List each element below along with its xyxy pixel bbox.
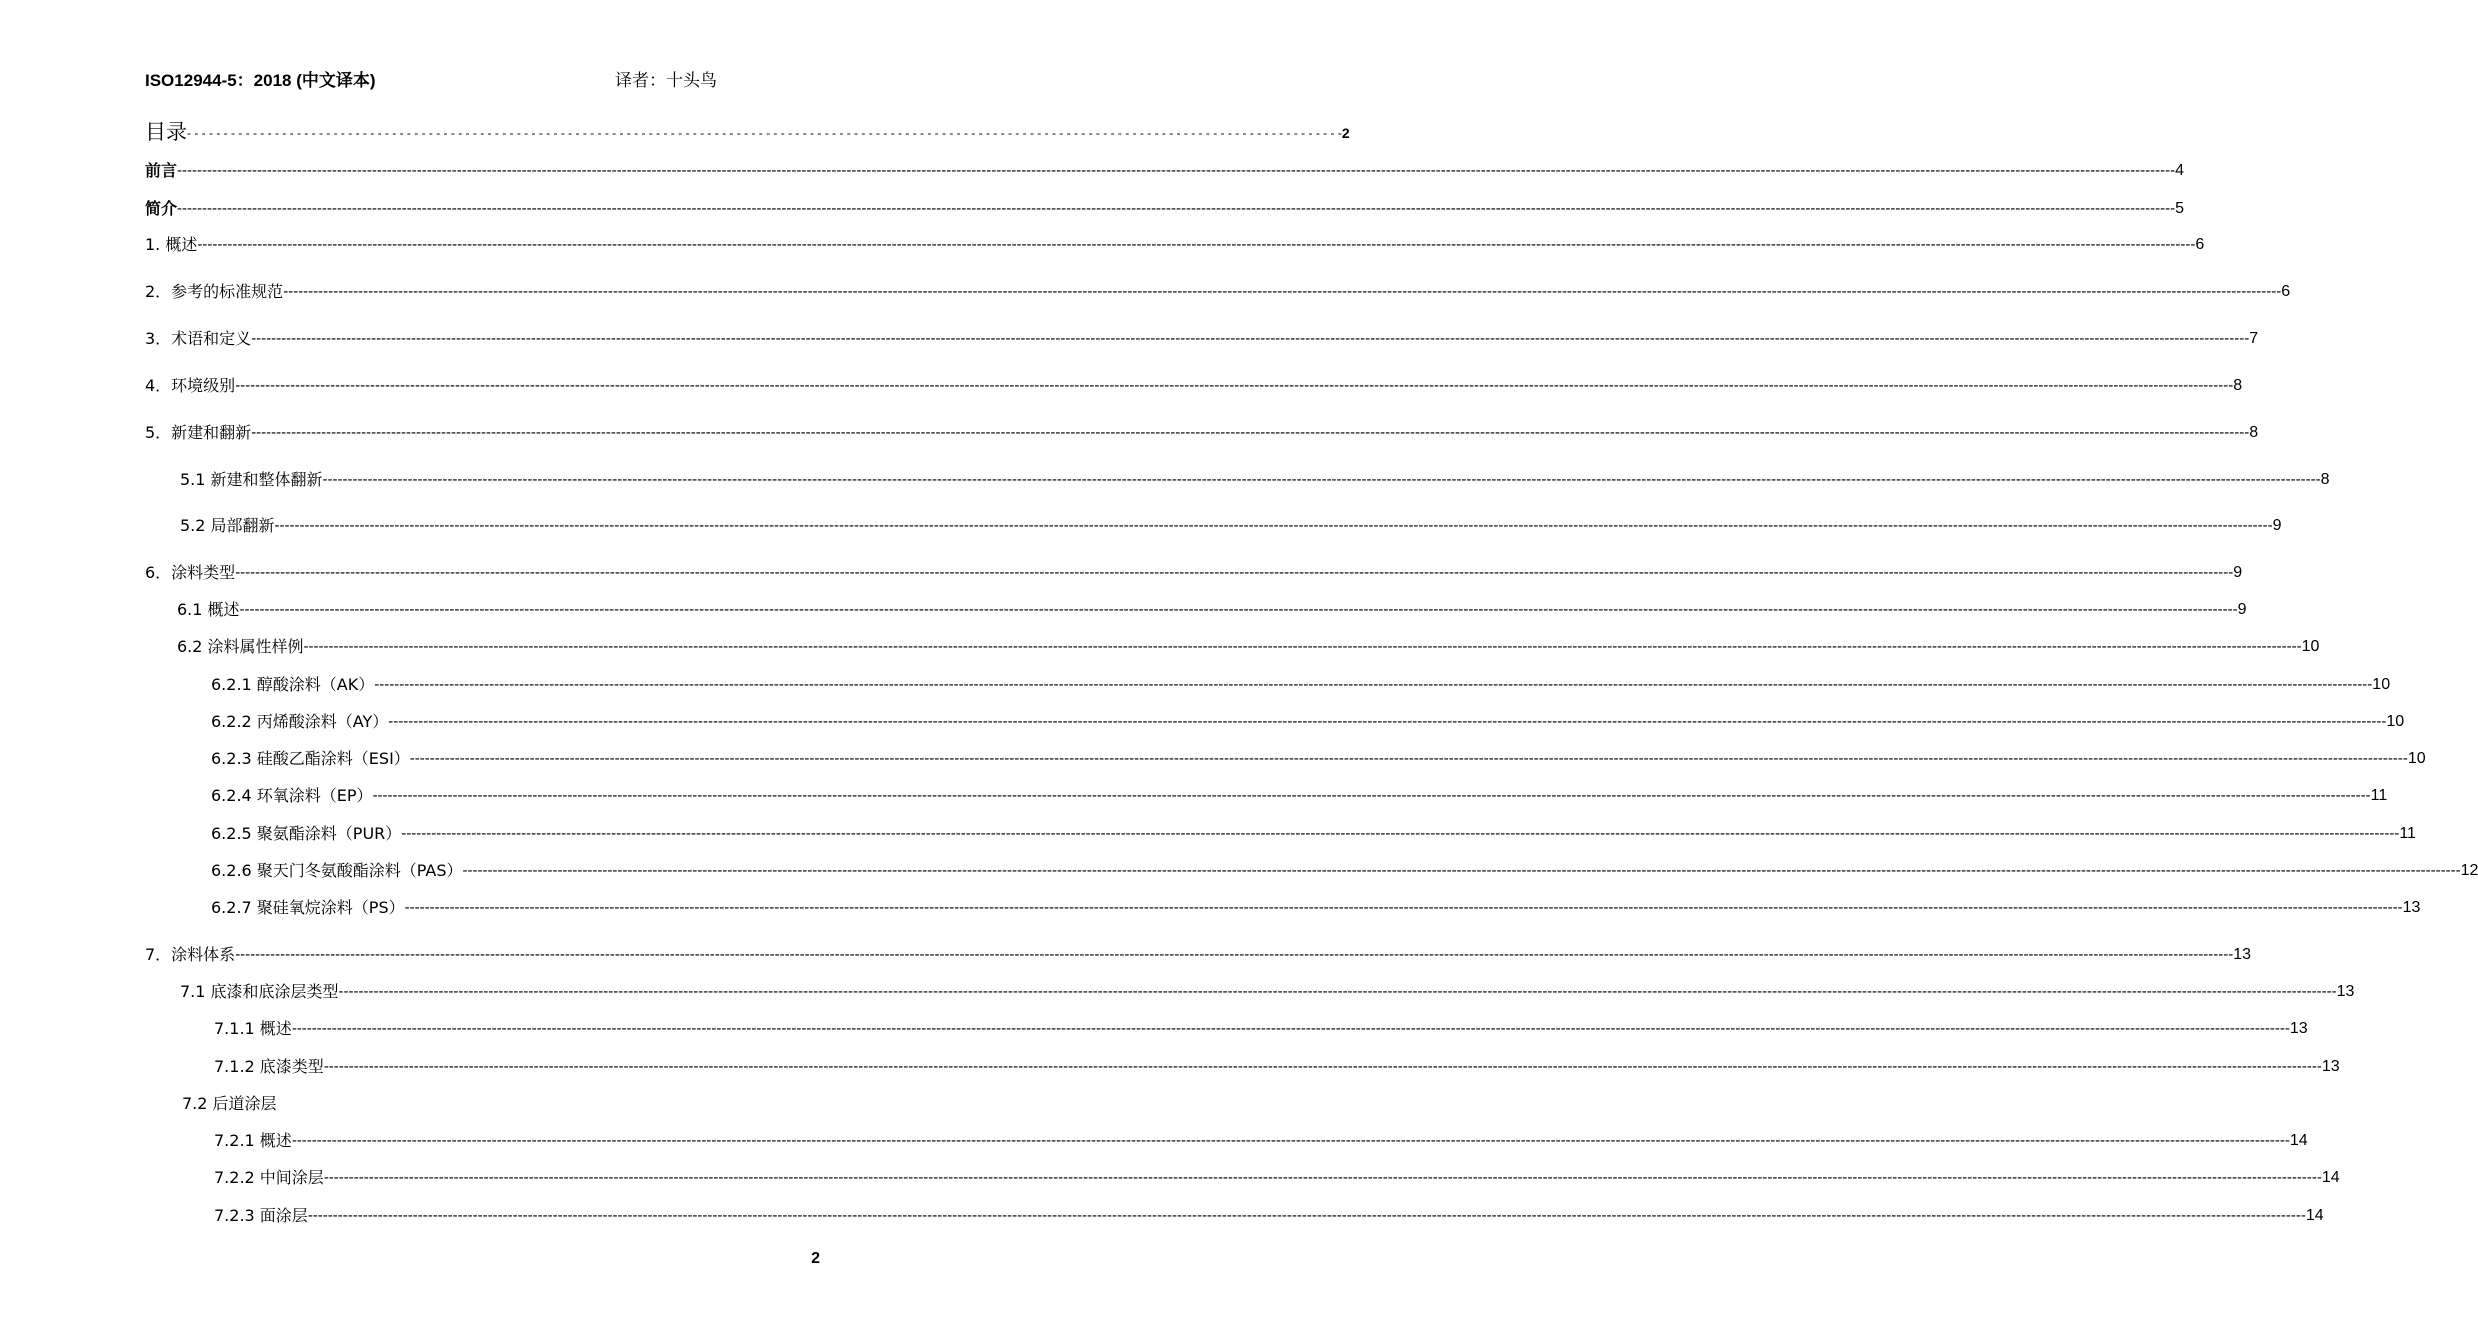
toc-leader: ---------------------------------------------------------------------------------------------------------------------------------------------------------------------------------------------------------------------------------------------------------------------------------------------------------------------------------------------------------------------------------------------------------------- [251, 330, 2250, 347]
page-number: 2 [811, 1250, 820, 1267]
toc-entry-label: 7.2.2 中间涂层 [214, 1168, 324, 1187]
toc-title: 目录 [145, 120, 187, 144]
toc-entry-label: 6.2.1 醇酸涂料（AK） [211, 675, 375, 694]
toc-leader: ---------------------------------------------------------------------------------------------------------------------------------------------------------------------------------------------------------------------------------------------------------------------------------------------------------------------------------------------------------------------------------------------------------------- [401, 825, 2400, 842]
toc-page: 13 [2233, 946, 2252, 963]
toc-page: 13 [2402, 899, 2421, 916]
toc-entry[interactable] [214, 1128, 2308, 1154]
toc-entry[interactable] [211, 783, 2388, 809]
toc-entry-label: 简介 [145, 199, 178, 218]
toc-page: 14 [2289, 1132, 2308, 1149]
toc-page: 14 [2321, 1169, 2340, 1186]
toc-leader: - - - - - - - - - - - - - - - - - - - - - - - - - - - - - - - - - - - - - - - - - - - - - - - - - - - - - - - - - - - - - - - - - - - - - - - - - - - - - - - - - - - - - - - - - - - - - - - - - - - - - - - - - - - - - - - - - - - - - - - - - - - - - - - - - - - - - - - - - - - - - - - - - - - - - - - - - - - - - - [187, 126, 1342, 140]
document-title: ISO12944-5：2018 (中文译本) [145, 71, 376, 90]
toc-entry-label: 6.1 概述 [177, 600, 240, 619]
toc-page: 8 [2320, 471, 2330, 488]
toc-entry-label: 7.1 底漆和底涂层类型 [180, 982, 339, 1001]
toc-leader: ---------------------------------------------------------------------------------------------------------------------------------------------------------------------------------------------------------------------------------------------------------------------------------------------------------------------------------------------------------------------------------------------------------------- [239, 601, 2238, 618]
toc-page: 12 [2460, 862, 2478, 879]
toc-entry[interactable] [145, 373, 2243, 399]
toc-entry-label: 7.2.3 面涂层 [214, 1206, 308, 1225]
toc-entry[interactable] [180, 979, 2355, 1005]
toc-entry-label: 7.1.2 底漆类型 [214, 1057, 324, 1076]
toc-leader: ---------------------------------------------------------------------------------------------------------------------------------------------------------------------------------------------------------------------------------------------------------------------------------------------------------------------------------------------------------------------------------------------------------------- [177, 162, 2176, 179]
toc-entry[interactable] [177, 597, 2247, 623]
toc-entry-label: 6.2.5 聚氨酯涂料（PUR） [211, 824, 402, 843]
toc-leader: ---------------------------------------------------------------------------------------------------------------------------------------------------------------------------------------------------------------------------------------------------------------------------------------------------------------------------------------------------------------------------------------------------------------- [307, 1207, 2306, 1224]
toc-entry-label: 5．新建和翻新 [145, 423, 252, 442]
toc-page: 10 [2372, 676, 2391, 693]
toc-entry-label: 6.2 涂料属性样例 [177, 637, 304, 656]
toc-leader: ---------------------------------------------------------------------------------------------------------------------------------------------------------------------------------------------------------------------------------------------------------------------------------------------------------------------------------------------------------------------------------------------------------------- [322, 471, 2321, 488]
toc-entry[interactable] [214, 1203, 2324, 1229]
toc-entry-label: 2．参考的标准规范 [145, 282, 284, 301]
toc-page: 14 [2305, 1207, 2324, 1224]
toc-leader: ---------------------------------------------------------------------------------------------------------------------------------------------------------------------------------------------------------------------------------------------------------------------------------------------------------------------------------------------------------------------------------------------------------------- [177, 200, 2176, 217]
toc-entry-label: 6.2.7 聚硅氧烷涂料（PS） [211, 898, 405, 917]
toc-leader: ---------------------------------------------------------------------------------------------------------------------------------------------------------------------------------------------------------------------------------------------------------------------------------------------------------------------------------------------------------------------------------------------------------------- [404, 899, 2403, 916]
toc-leader: ---------------------------------------------------------------------------------------------------------------------------------------------------------------------------------------------------------------------------------------------------------------------------------------------------------------------------------------------------------------------------------------------------------------- [291, 1132, 2290, 1149]
toc-entry-label: 4．环境级别 [145, 376, 236, 395]
toc-entry[interactable] [145, 420, 2259, 446]
toc-page: 13 [2321, 1058, 2340, 1075]
toc-entry[interactable] [211, 746, 2426, 772]
toc-entry[interactable] [211, 672, 2391, 698]
toc-page: 11 [2370, 787, 2388, 804]
toc-page: 7 [2249, 330, 2259, 347]
toc-leader: ---------------------------------------------------------------------------------------------------------------------------------------------------------------------------------------------------------------------------------------------------------------------------------------------------------------------------------------------------------------------------------------------------------------- [409, 750, 2408, 767]
toc-leader: ---------------------------------------------------------------------------------------------------------------------------------------------------------------------------------------------------------------------------------------------------------------------------------------------------------------------------------------------------------------------------------------------------------------- [251, 424, 2250, 441]
toc-leader: ---------------------------------------------------------------------------------------------------------------------------------------------------------------------------------------------------------------------------------------------------------------------------------------------------------------------------------------------------------------------------------------------------------------- [235, 564, 2234, 581]
toc-entry-label: 5.1 新建和整体翻新 [180, 470, 323, 489]
toc-entry[interactable] [211, 821, 2416, 847]
toc-leader: ---------------------------------------------------------------------------------------------------------------------------------------------------------------------------------------------------------------------------------------------------------------------------------------------------------------------------------------------------------------------------------------------------------------- [303, 638, 2302, 655]
translator-credit: 译者：十头鸟 [615, 71, 717, 91]
toc-entry[interactable] [214, 1016, 2308, 1042]
toc-title-row[interactable] [145, 117, 1350, 147]
toc-leader: ---------------------------------------------------------------------------------------------------------------------------------------------------------------------------------------------------------------------------------------------------------------------------------------------------------------------------------------------------------------------------------------------------------------- [274, 517, 2273, 534]
toc-entry[interactable] [211, 895, 2421, 921]
toc-entry[interactable] [211, 858, 2478, 884]
toc-entry-label: 6.2.4 环氧涂料（EP） [211, 786, 373, 805]
toc-entry-label: 7.2 后道涂层 [182, 1094, 277, 1113]
toc-entry-label: 5.2 局部翻新 [180, 516, 275, 535]
toc-page: 10 [2386, 713, 2405, 730]
toc-leader: ---------------------------------------------------------------------------------------------------------------------------------------------------------------------------------------------------------------------------------------------------------------------------------------------------------------------------------------------------------------------------------------------------------------- [235, 377, 2234, 394]
toc-page: 9 [2233, 564, 2243, 581]
toc-entry-label: 前言 [145, 161, 178, 180]
toc-page: 5 [2175, 200, 2184, 217]
toc-page: 8 [2249, 424, 2259, 441]
toc-entry[interactable] [211, 709, 2405, 735]
toc-entry-label: 1. 概述 [145, 235, 198, 254]
toc-leader: ---------------------------------------------------------------------------------------------------------------------------------------------------------------------------------------------------------------------------------------------------------------------------------------------------------------------------------------------------------------------------------------------------------------- [462, 862, 2461, 879]
toc-leader: ---------------------------------------------------------------------------------------------------------------------------------------------------------------------------------------------------------------------------------------------------------------------------------------------------------------------------------------------------------------------------------------------------------------- [197, 236, 2196, 253]
toc-page: 9 [2272, 517, 2282, 534]
toc-entry[interactable] [145, 942, 2252, 968]
toc-entry[interactable] [145, 196, 2184, 222]
toc-page: 10 [2407, 750, 2426, 767]
toc-entry-label: 7.1.1 概述 [214, 1019, 292, 1038]
toc-leader: ---------------------------------------------------------------------------------------------------------------------------------------------------------------------------------------------------------------------------------------------------------------------------------------------------------------------------------------------------------------------------------------------------------------- [323, 1058, 2322, 1075]
toc-leader: ---------------------------------------------------------------------------------------------------------------------------------------------------------------------------------------------------------------------------------------------------------------------------------------------------------------------------------------------------------------------------------------------------------------- [388, 713, 2387, 730]
toc-entry-label: 3．术语和定义 [145, 329, 252, 348]
toc-page: 10 [2301, 638, 2320, 655]
toc-entry[interactable] [145, 158, 2184, 184]
toc-entry-label: 6．涂料类型 [145, 563, 236, 582]
toc-entry[interactable] [214, 1165, 2340, 1191]
toc-entry[interactable] [145, 232, 2205, 258]
toc-leader: ---------------------------------------------------------------------------------------------------------------------------------------------------------------------------------------------------------------------------------------------------------------------------------------------------------------------------------------------------------------------------------------------------------------- [372, 787, 2371, 804]
toc-leader: ---------------------------------------------------------------------------------------------------------------------------------------------------------------------------------------------------------------------------------------------------------------------------------------------------------------------------------------------------------------------------------------------------------------- [338, 983, 2337, 1000]
toc-entry[interactable] [180, 467, 2330, 493]
toc-entry[interactable] [145, 560, 2243, 586]
toc-entry-label: 6.2.2 丙烯酸涂料（AY） [211, 712, 389, 731]
toc-entry-label: 7．涂料体系 [145, 945, 236, 964]
toc-leader: ---------------------------------------------------------------------------------------------------------------------------------------------------------------------------------------------------------------------------------------------------------------------------------------------------------------------------------------------------------------------------------------------------------------- [323, 1169, 2322, 1186]
toc-leader: ---------------------------------------------------------------------------------------------------------------------------------------------------------------------------------------------------------------------------------------------------------------------------------------------------------------------------------------------------------------------------------------------------------------- [235, 946, 2234, 963]
toc-entry[interactable] [145, 326, 2259, 352]
toc-entry[interactable] [177, 634, 2320, 660]
toc-page: 4 [2175, 162, 2184, 179]
toc-page: 6 [2281, 283, 2291, 300]
toc-entry-label: 6.2.3 硅酸乙酯涂料（ESI） [211, 749, 410, 768]
toc-entry[interactable] [145, 279, 2291, 305]
toc-page: 6 [2195, 236, 2205, 253]
toc-page: 2 [1341, 125, 1350, 141]
toc-entry[interactable] [214, 1054, 2340, 1080]
toc-leader: ---------------------------------------------------------------------------------------------------------------------------------------------------------------------------------------------------------------------------------------------------------------------------------------------------------------------------------------------------------------------------------------------------------------- [283, 283, 2282, 300]
toc-leader: ---------------------------------------------------------------------------------------------------------------------------------------------------------------------------------------------------------------------------------------------------------------------------------------------------------------------------------------------------------------------------------------------------------------- [291, 1020, 2290, 1037]
toc-page: 13 [2289, 1020, 2308, 1037]
toc-page: 9 [2237, 601, 2247, 618]
toc-entry-label: 6.2.6 聚天门冬氨酸酯涂料（PAS） [211, 861, 463, 880]
toc-entry[interactable] [180, 513, 2282, 539]
toc-page: 11 [2399, 825, 2416, 842]
toc-leader: ---------------------------------------------------------------------------------------------------------------------------------------------------------------------------------------------------------------------------------------------------------------------------------------------------------------------------------------------------------------------------------------------------------------- [374, 676, 2373, 693]
toc-entry[interactable] [182, 1091, 803, 1117]
toc-page: 8 [2233, 377, 2243, 394]
toc-page: 13 [2336, 983, 2355, 1000]
toc-entry-label: 7.2.1 概述 [214, 1131, 292, 1150]
